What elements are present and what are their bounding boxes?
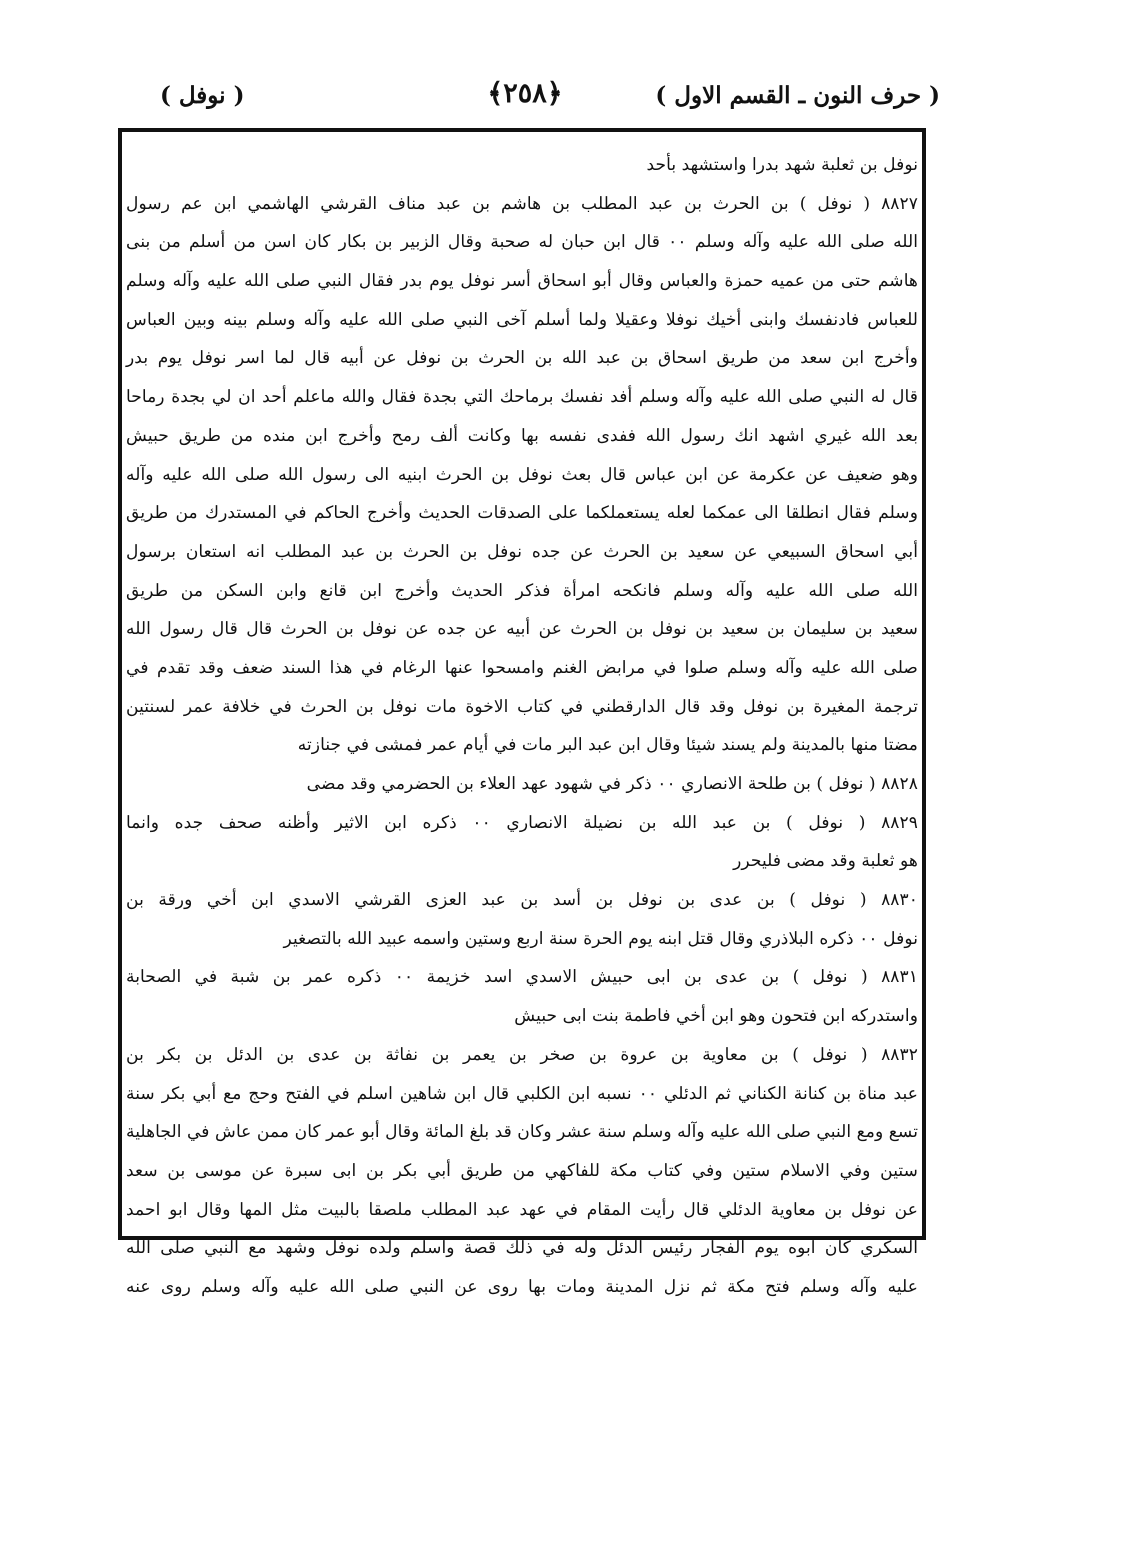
text-line: هو ثعلبة وقد مضى فليحرر (733, 851, 918, 872)
text-line: قال له النبي صلى الله عليه وآله وسلم أفد نفسك برماحك التي بجدة فقال والله ماعلم أحد ان لي بجدة رماحا (126, 387, 918, 408)
text-line: نوفل ٠٠ ذكره البلاذري وقال قتل ابنه يوم الحرة سنة اربع وستين واسمه عبيد الله بالتصغير (283, 928, 918, 949)
text-line: عبد مناة بن كنانة الكناني ثم الدئلي ٠٠ نسبه ابن الكلبي قال ابن شاهين اسلم في الفتح وحج مع أبي بكر سنة (126, 1083, 918, 1104)
text-line: سعيد بن سليمان بن سعيد بن نوفل بن الحرث عن أبيه عن جده عن نوفل بن الحرث قال قال رسول الله (126, 619, 918, 640)
topic-title: ( نوفل ) (160, 82, 245, 109)
text-line: تسع ومع النبي صلى الله عليه وآله وسلم سنة عشر وكان قد بلغ المائة وقال أبو عمر كان ممن عاش في الجاهلية (126, 1122, 918, 1143)
text-line: وسلم فقال انطلقا الى عمكما لعله يستعملكما على الصدقات الحديث وأخرج الحاكم في المستدرك من طريق (126, 503, 918, 524)
page-text (126, 146, 919, 1297)
text-line: للعباس فادنفسك وابنى أخيك نوفلا وعقيلا ولما أسلم آخى النبي صلى الله عليه وآله وسلم بينه وبين العباس (126, 309, 918, 330)
text-line: الله صلى الله عليه وآله وسلم ٠٠ قال ابن حبان له صحبة وقال الزبير بن بكار كان اسن من أسلم من بنى (126, 232, 918, 253)
text-line: ستين وفي الاسلام ستين وفي كتاب مكة للفاكهي من طريق أبي بكر بن ابى سبرة عن موسى بن سعد (126, 1160, 918, 1181)
page-header (110, 78, 940, 122)
text-line: ترجمة المغيرة بن نوفل وقد قال الدارقطني في كتاب الاخوة مات نوفل بن الحرث في خلافة عمر لسنتين (126, 696, 918, 717)
text-line: مضتا منها بالمدينة ولم يسند شيئا وقال ابن عبد البر مات في أيام عمر فمشى في جنازته (297, 735, 918, 756)
text-line: عن نوفل بن معاوية الدئلي قال رأيت المقام في عهد عبد المطلب ملصقا بالبيت مثل المها وقال ابو احمد (126, 1199, 918, 1220)
text-line: الله صلى الله عليه وآله وسلم فانكحه امرأة فذكر الحديث وأخرج ابن قانع وابن السكن من طريق (126, 580, 918, 601)
entry-8827-line: ٨٨٢٧ ( نوفل ) بن الحرث بن عبد المطلب بن هاشم بن عبد مناف القرشي الهاشمي ابن عم رسول (126, 193, 918, 214)
text-line: نوفل بن ثعلبة شهد بدرا واستشهد بأحد (646, 155, 918, 175)
entry-8829-line: ٨٨٢٩ ( نوفل ) بن عبد الله بن نضيلة الانصاري ٠٠ ذكره ابن الاثير وأظنه صحف جده وانما (126, 812, 919, 833)
text-line: وهو ضعيف عن عكرمة عن ابن عباس قال بعث نوفل بن الحرث ابنيه الى رسول الله صلى الله عليه وآله (126, 464, 918, 485)
text-line: عليه وآله وسلم فتح مكة ثم نزل المدينة ومات بها روى عن النبي صلى الله عليه وآله وسلم روى عنه (126, 1276, 918, 1297)
text-line: السكري كان ابوه يوم الفجار رئيس الدئل وله في ذلك قصة واسلم ولده نوفل وشهد مع النبي صلى الله (126, 1238, 918, 1259)
page-number: ﴿٢٥٨﴾ (487, 78, 563, 109)
entry-8831-line: ٨٨٣١ ( نوفل ) بن عدى بن ابى حبيش الاسدي اسد خزيمة ٠٠ ذكره عمر بن شبة في الصحابة (126, 967, 918, 988)
section-title: ( حرف النون ـ القسم الاول ) (655, 82, 940, 109)
entry-8832-line: ٨٨٣٢ ( نوفل ) بن معاوية بن عروة بن صخر بن يعمر بن نفاثة بن عدى بن الدئل بن بكر بن (126, 1044, 918, 1065)
text-line: أبي اسحاق السبيعي عن سعيد بن الحرث عن جده نوفل بن الحرث بن عبد المطلب انه استعان برسول (126, 541, 918, 562)
text-line: صلى الله عليه وآله وسلم صلوا في مرابض الغنم وامسحوا عنها الرغام في هذا السند ضعف وقد تقدم في (126, 657, 918, 678)
text-line: واستدركه ابن فتحون وهو ابن أخي فاطمة بنت ابى حبيش (514, 1006, 918, 1027)
text-line: بعد الله غيري اشهد انك رسول الله ففدى نفسه بها وكانت ألف رمح وأخرج ابن منده من طريق حبيش (126, 425, 918, 446)
entry-8828-line: ٨٨٢٨ ( نوفل ) بن طلحة الانصاري ٠٠ ذكر في شهود عهد العلاء بن الحضرمي وقد مضى (306, 774, 918, 794)
text-line: هاشم حتى من عميه حمزة والعباس وقال أبو اسحاق أسر نوفل يوم بدر فقال النبي صلى الله عليه وآله وسلم (126, 271, 918, 292)
entry-8830-line: ٨٨٣٠ ( نوفل ) بن عدى بن نوفل بن أسد بن عبد العزى القرشي الاسدي ابن أخي ورقة بن (126, 890, 918, 911)
text-line: وأخرج ابن سعد من طريق اسحاق بن عبد الله بن الحرث بن نوفل عن أبيه قال لما اسر نوفل يوم بدر (126, 348, 918, 369)
